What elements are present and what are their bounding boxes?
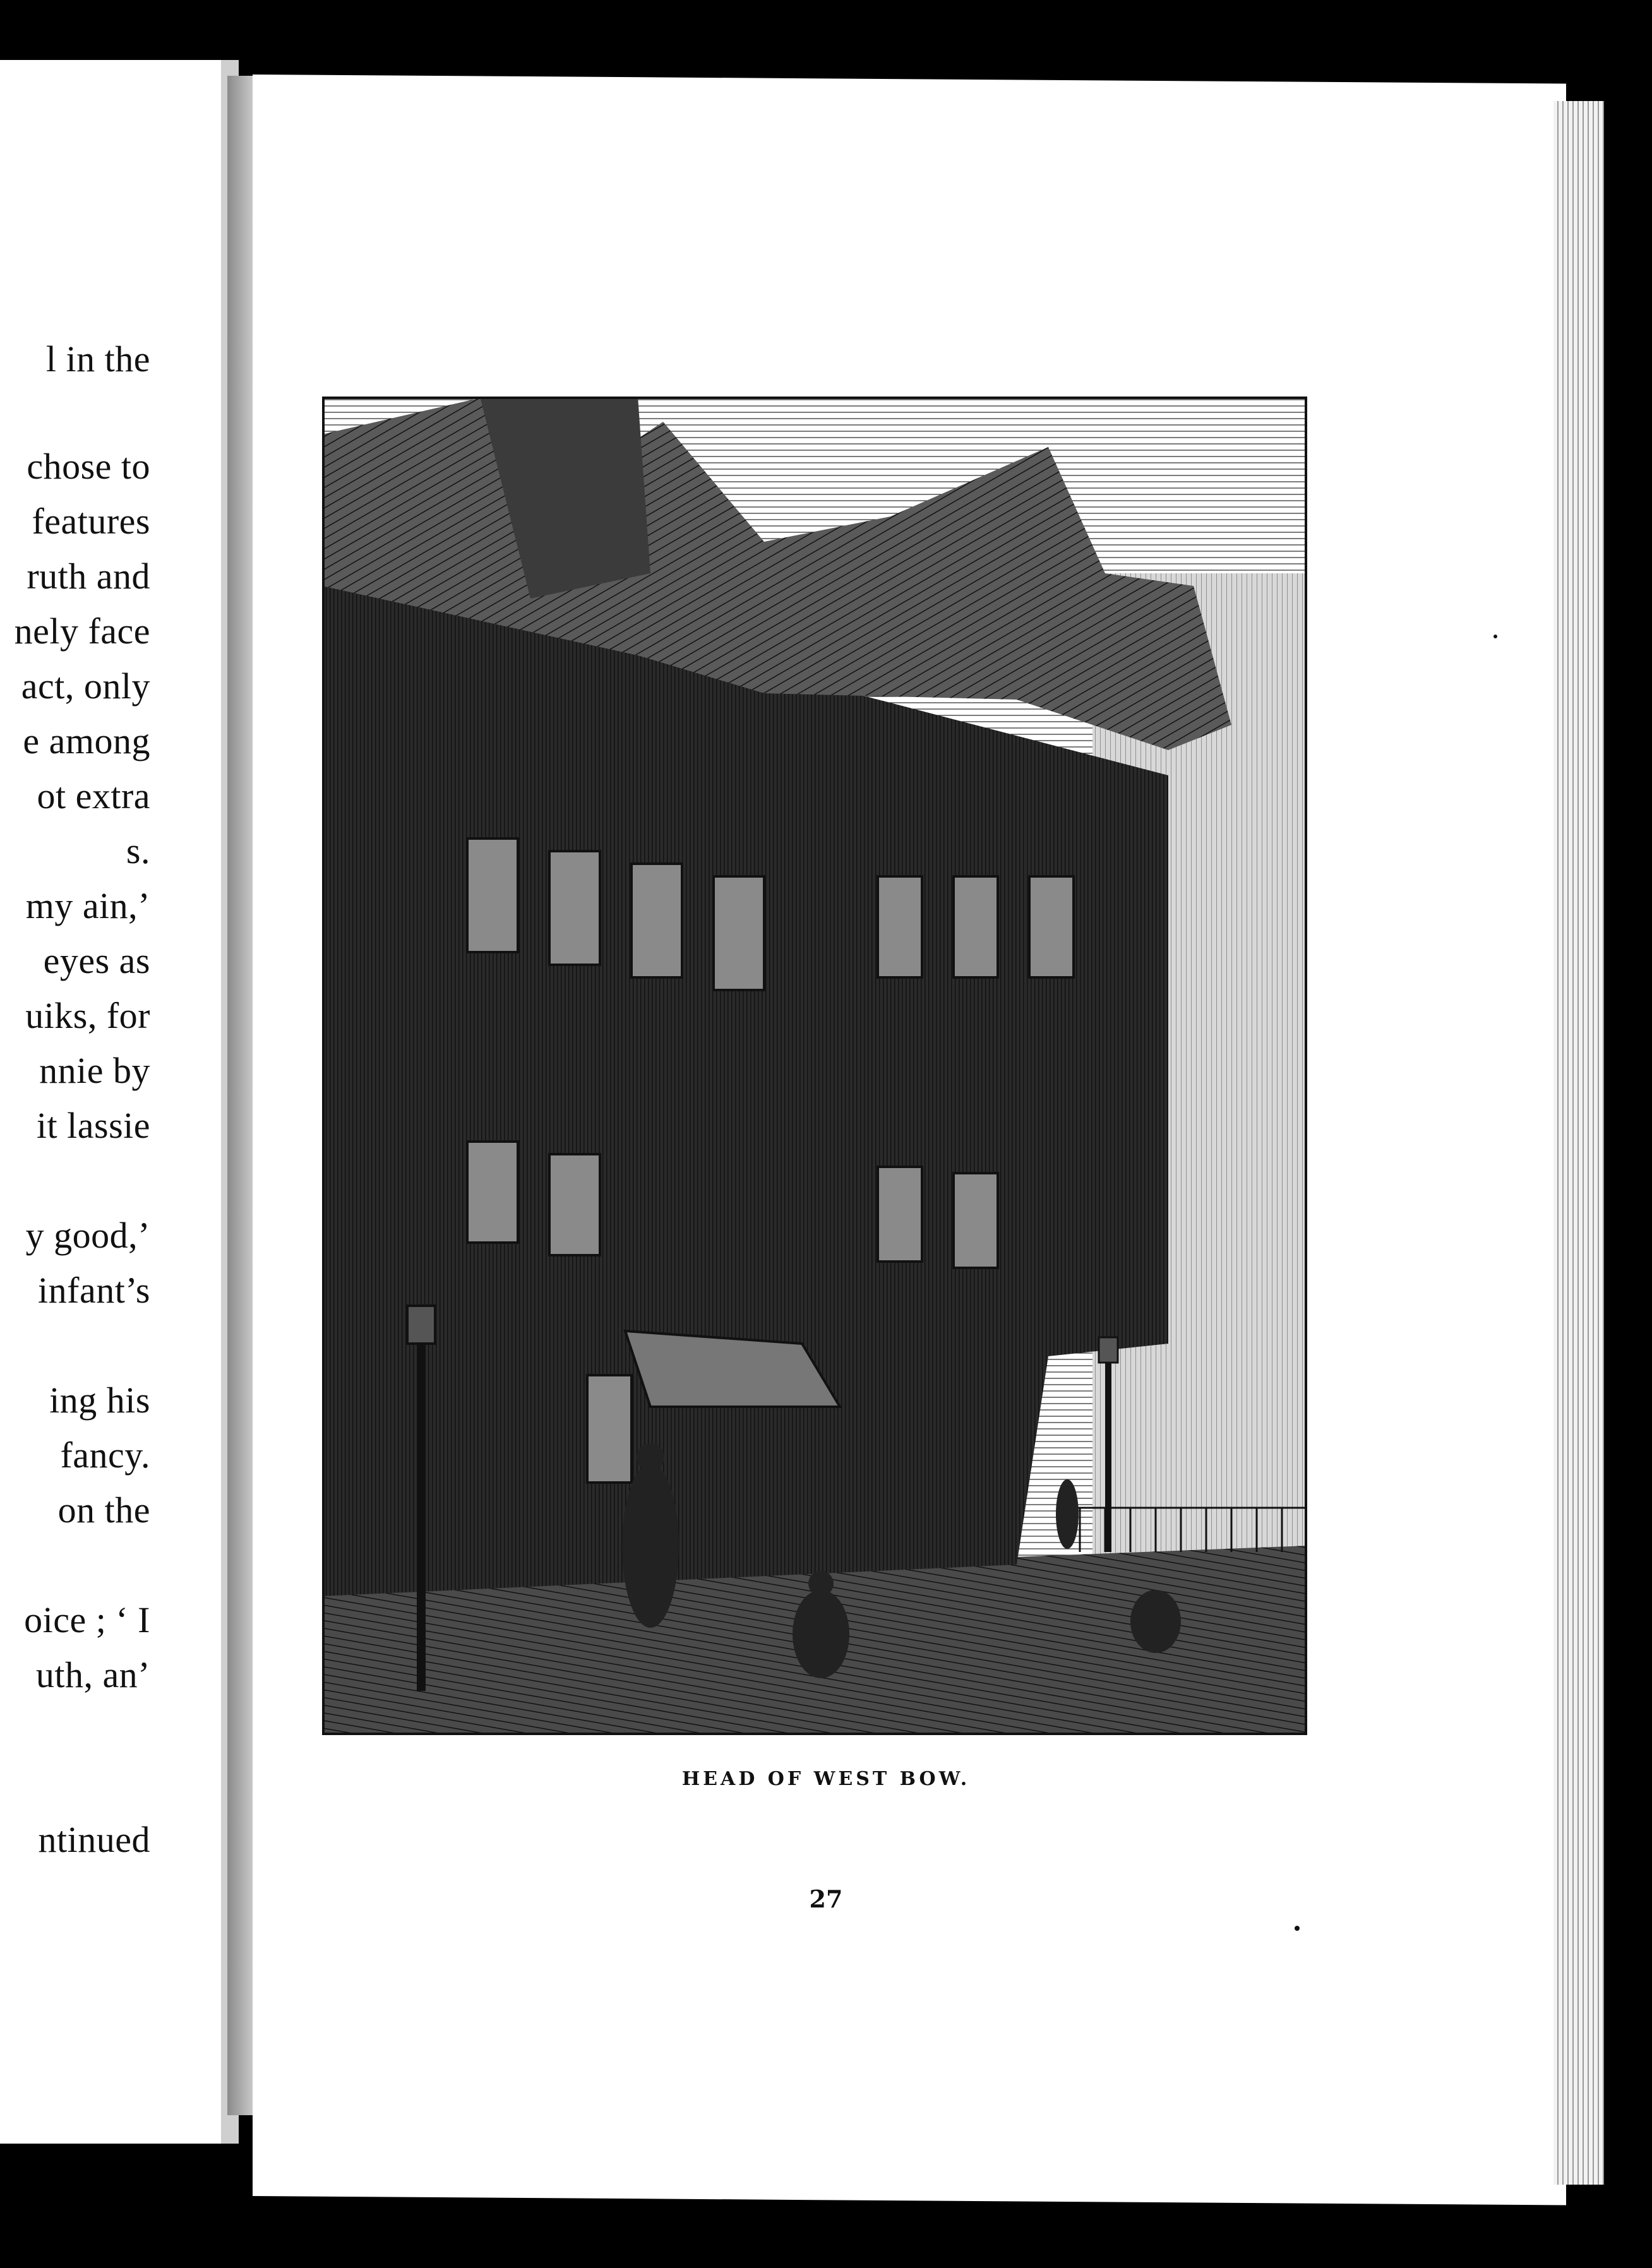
paper-speck xyxy=(1295,1926,1300,1931)
text-line: my ain,’ xyxy=(25,885,150,926)
text-line: nely face xyxy=(14,611,150,652)
figure-caption: HEAD OF WEST BOW. xyxy=(681,1768,971,1790)
text-line: chose to xyxy=(27,446,150,487)
text-line: fancy. xyxy=(60,1435,150,1476)
left-page xyxy=(0,60,239,2144)
text-line: eyes as xyxy=(43,940,150,981)
paper-speck xyxy=(1493,635,1497,638)
text-line: on the xyxy=(57,1489,150,1531)
text-line: uiks, for xyxy=(25,995,150,1036)
text-line: ntinued xyxy=(38,1819,150,1860)
text-line: s. xyxy=(126,830,150,871)
text-line: oice ; ‘ I xyxy=(24,1599,150,1640)
text-line: act, only xyxy=(21,665,150,707)
engraving-illustration xyxy=(322,397,1307,1735)
text-line: l in the xyxy=(45,338,150,379)
text-line: ruth and xyxy=(27,556,150,597)
text-line: it lassie xyxy=(36,1105,150,1146)
text-line: features xyxy=(32,501,150,542)
text-line: ot extra xyxy=(37,775,150,816)
text-line: uth, an’ xyxy=(35,1654,150,1695)
text-line: infant’s xyxy=(38,1270,150,1311)
text-line: ing his xyxy=(49,1380,150,1421)
page-edges xyxy=(1553,101,1604,2185)
text-line: nnie by xyxy=(39,1050,150,1091)
page-number: 27 xyxy=(809,1885,843,1913)
text-line: y good,’ xyxy=(25,1215,150,1256)
text-line: e among xyxy=(23,720,150,761)
